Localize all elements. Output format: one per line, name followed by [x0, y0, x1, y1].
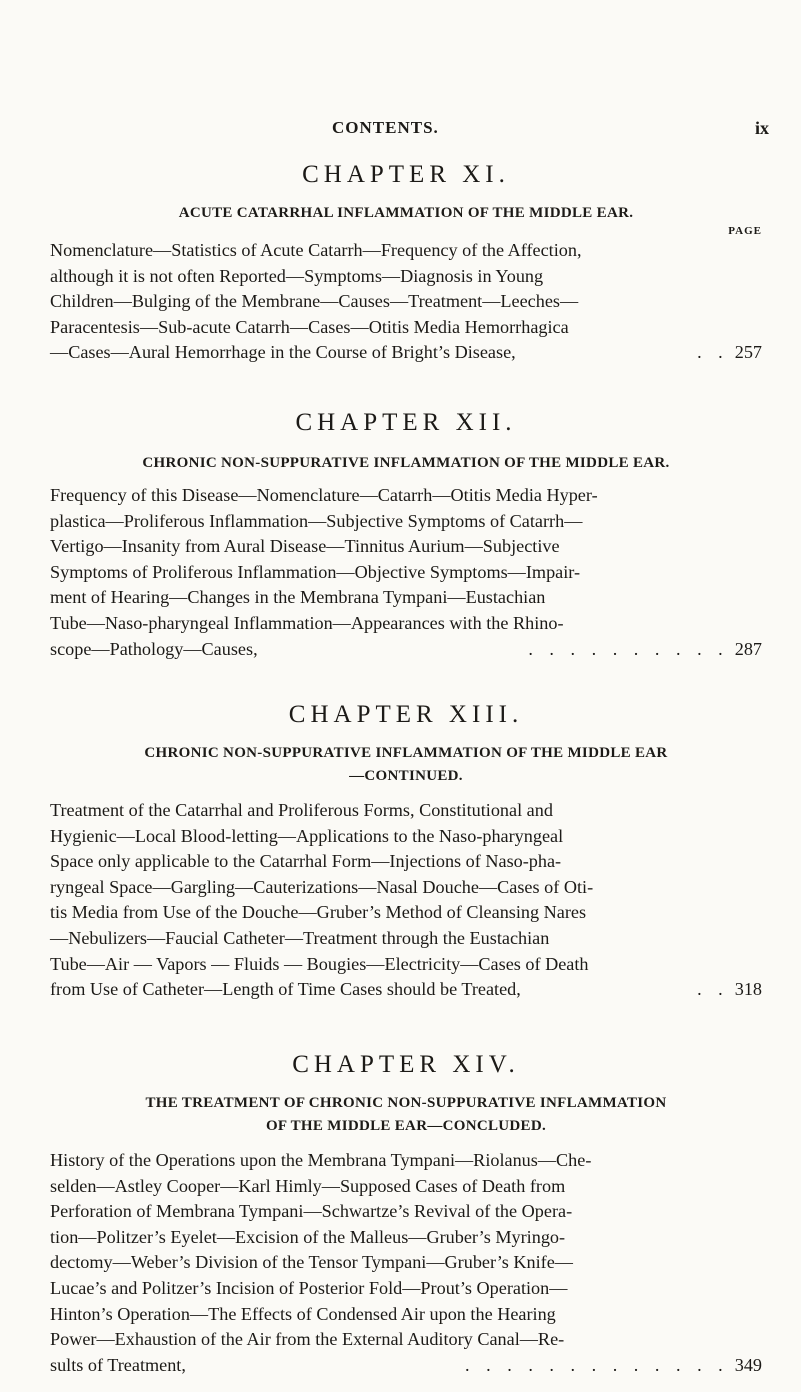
chapter-subtitle-continued: OF THE MIDDLE EAR—CONCLUDED.: [265, 1118, 547, 1134]
summary-line: Vertigo—Insanity from Aural Disease—Tinnitus Aurium—Subjective: [50, 536, 560, 557]
summary-line: —Nebulizers—Faucial Catheter—Treatment through the Eustachian: [50, 927, 550, 948]
summary-line: Space only applicable to the Catarrhal Form—Injections of Naso-pha-: [50, 851, 562, 872]
chapter-heading: CHAPTER XI.: [302, 161, 510, 188]
chapter-summary: [50, 483, 762, 662]
summary-line: Symptoms of Proliferous Inflammation—Objective Symptoms—Impair-: [50, 561, 581, 582]
summary-line: selden—Astley Cooper—Karl Himly—Supposed Cases of Death from: [50, 1175, 566, 1196]
summary-line: Lucae’s and Politzer’s Incision of Posterior Fold—Prout’s Operation—: [50, 1277, 568, 1298]
summary-line: Nomenclature—Statistics of Acute Catarrh—Frequency of the Affection,: [50, 240, 582, 260]
summary-line: Frequency of this Disease—Nomenclature—Catarrh—Otitis Media Hyper-: [50, 485, 598, 505]
chapter-page-ref: 349: [734, 1354, 762, 1375]
page-column-label: PAGE: [728, 225, 762, 237]
chapter-summary: [50, 238, 762, 366]
summary-last-line: [50, 637, 762, 663]
dot-leader: . .: [697, 342, 729, 363]
summary-line: Power—Exhaustion of the Air from the External Auditory Canal—Re-: [50, 1329, 565, 1350]
summary-line: scope—Pathology—Causes,: [50, 638, 258, 659]
dot-leader: . . . . . . . . . .: [528, 638, 729, 659]
summary-line: Tube—Air — Vapors — Fluids — Bougies—Electricity—Cases of Death: [50, 953, 589, 974]
summary-line: tis Media from Use of the Douche—Gruber’s Method of Cleansing Nares: [50, 902, 587, 923]
summary-line: from Use of Catheter—Length of Time Cases should be Treated,: [50, 979, 521, 1000]
summary-last-line: [50, 1353, 762, 1379]
summary-line: Children—Bulging of the Membrane—Causes—Treatment—Leeches—: [50, 291, 579, 312]
chapter-14: [50, 1050, 762, 1378]
summary-line: although it is not often Reported—Symptoms—Diagnosis in Young: [50, 265, 544, 286]
chapter-summary: [50, 798, 762, 1003]
dot-leader: . . . . . . . . . . . . .: [465, 1354, 729, 1375]
running-title: CONTENTS.: [332, 118, 439, 137]
summary-line: sults of Treatment,: [50, 1354, 186, 1375]
summary-line: History of the Operations upon the Membrana Tympani—Riolanus—Che-: [50, 1150, 592, 1170]
chapter-heading: CHAPTER XII.: [295, 409, 517, 436]
summary-line: plastica—Proliferous Inflammation—Subjective Symptoms of Catarrh—: [50, 510, 583, 531]
chapter-summary: [50, 1148, 762, 1378]
summary-line: Hinton’s Operation—The Effects of Condensed Air upon the Hearing: [50, 1303, 556, 1324]
dot-leader: . .: [697, 979, 729, 1000]
summary-line: tion—Politzer’s Eyelet—Excision of the Malleus—Gruber’s Myringo-: [50, 1226, 566, 1247]
chapter-subtitle: CHRONIC NON-SUPPURATIVE INFLAMMATION OF THE MIDDLE EAR.: [142, 455, 670, 471]
chapter-subtitle: THE TREATMENT OF CHRONIC NON-SUPPURATIVE INFLAMMATION: [145, 1095, 667, 1111]
chapter-page-ref: 257: [734, 342, 762, 363]
summary-last-line: [50, 977, 762, 1003]
running-head: [0, 118, 801, 142]
summary-line: Treatment of the Catarrhal and Proliferous Forms, Constitutional and: [50, 800, 553, 820]
chapter-11: [50, 160, 762, 366]
summary-line: Perforation of Membrana Tympani—Schwartze’s Revival of the Opera-: [50, 1201, 573, 1222]
chapter-page-ref: 318: [734, 979, 762, 1000]
summary-last-line: [50, 340, 762, 366]
summary-line: dectomy—Weber’s Division of the Tensor Tympani—Gruber’s Knife—: [50, 1252, 573, 1273]
page-number: ix: [755, 118, 770, 138]
chapter-subtitle: ACUTE CATARRHAL INFLAMMATION OF THE MIDDLE EAR.: [178, 205, 634, 221]
chapter-page-ref: 287: [734, 638, 762, 659]
summary-line: —Cases—Aural Hemorrhage in the Course of Bright’s Disease,: [50, 342, 516, 363]
summary-line: Paracentesis—Sub-acute Catarrh—Cases—Otitis Media Hemorrhagica: [50, 316, 569, 337]
chapter-heading: CHAPTER XIV.: [292, 1051, 520, 1078]
chapter-13: [50, 700, 762, 1003]
chapter-heading: CHAPTER XIII.: [288, 701, 524, 728]
summary-line: ment of Hearing—Changes in the Membrana Tympani—Eustachian: [50, 587, 546, 608]
summary-line: ryngeal Space—Gargling—Cauterizations—Nasal Douche—Cases of Oti-: [50, 876, 594, 897]
summary-line: Hygienic—Local Blood-letting—Applications to the Naso-pharyngeal: [50, 825, 564, 846]
chapter-12: [50, 408, 762, 662]
chapter-subtitle-continued: —CONTINUED.: [349, 768, 463, 784]
chapter-subtitle: CHRONIC NON-SUPPURATIVE INFLAMMATION OF THE MIDDLE EAR: [144, 745, 668, 761]
summary-line: Tube—Naso-pharyngeal Inflammation—Appearances with the Rhino-: [50, 612, 564, 633]
